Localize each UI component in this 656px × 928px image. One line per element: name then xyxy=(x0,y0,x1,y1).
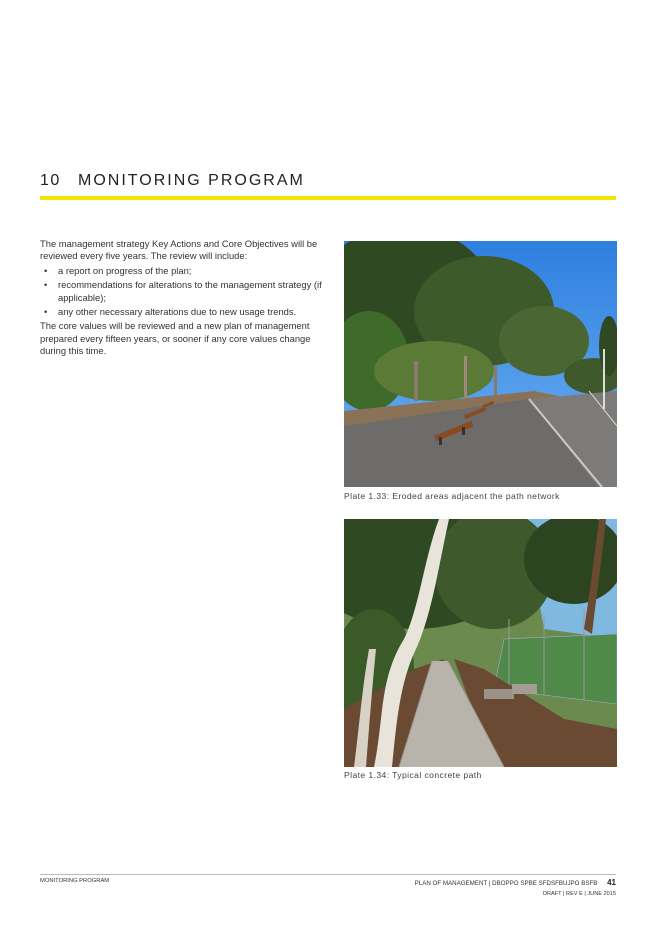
list-item xyxy=(44,306,325,318)
section-number: 10 xyxy=(40,172,61,189)
footer-document-title xyxy=(415,878,616,887)
section-heading xyxy=(40,172,616,200)
section-title: MONITORING PROGRAM xyxy=(78,172,305,189)
bullet-icon: • xyxy=(44,306,48,318)
list-item-text: a report on progress of the plan; xyxy=(58,264,192,276)
bullet-icon: • xyxy=(44,264,48,276)
footer-divider xyxy=(40,874,616,875)
page-number: 41 xyxy=(607,878,616,887)
review-list xyxy=(40,265,325,319)
body-text xyxy=(40,238,325,358)
footer-revision: DRAFT | REV E | JUNE 2015 xyxy=(542,891,616,897)
list-item xyxy=(44,279,325,304)
plate-caption: Plate 1.33: Eroded areas adjacent the path network xyxy=(344,491,560,501)
footer-title-text: PLAN OF MANAGEMENT | DBOPPO SPBE SFDSFBUJPO BSFB xyxy=(414,880,598,887)
plate-photo-eroded-areas xyxy=(344,241,617,487)
list-item xyxy=(44,264,325,277)
intro-paragraph: The management strategy Key Actions and Core Objectives will be reviewed every five years. The review will include: xyxy=(40,238,318,262)
footer-section-label: MONITORING PROGRAM xyxy=(40,878,110,884)
list-item-text: any other necessary alterations due to new usage trends. xyxy=(58,306,297,318)
closing-paragraph: The core values will be reviewed and a new plan of management prepared every fifteen years, or sooner if any core values change during this time. xyxy=(40,320,311,357)
bullet-icon: • xyxy=(44,279,48,291)
plate-caption: Plate 1.34: Typical concrete path xyxy=(344,770,482,780)
list-item-text: recommendations for alterations to the management strategy (if applicable); xyxy=(58,279,322,303)
plate-photo-concrete-path xyxy=(344,519,617,767)
